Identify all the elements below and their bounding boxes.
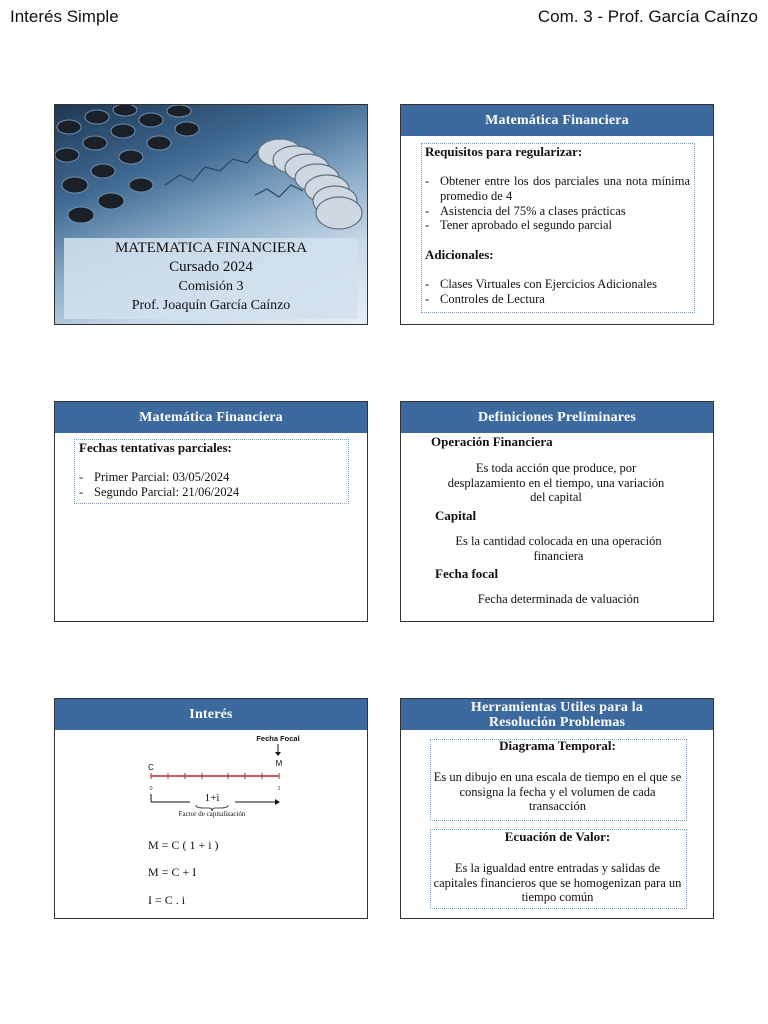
slide-herramientas (400, 698, 714, 919)
slide-requisitos (400, 104, 714, 325)
list-item: - Segundo Parcial: 21/06/2024 (79, 485, 240, 499)
formula-interes: I = C . i (148, 893, 186, 907)
tick-1: 1 (277, 786, 281, 792)
factor-label: Factor de capitalización (178, 810, 246, 818)
diagrama-title: Diagrama Temporal: (499, 738, 616, 753)
def-text-operacion: Es toda acción que produce, por desplazamiento en el tiempo, una variación del capital (447, 461, 665, 504)
slide-title-bar: Interés (55, 699, 367, 730)
slide-interes (54, 698, 368, 919)
list-item: - Clases Virtuales con Ejercicios Adicionales (425, 277, 658, 291)
slide-title-bar (401, 699, 713, 730)
ecuacion-text: Es la igualdad entre entradas y salidas de capitales financieros que se homogenizan para un tiempo común (433, 861, 682, 904)
label-c: C (148, 763, 154, 772)
requisitos-title: Requisitos para regularizar: (425, 144, 583, 159)
ecuacion-title: Ecuación de Valor: (504, 829, 611, 844)
diagrama-text: Es un dibujo en una escala de tiempo en el que se consigna la fecha y el volumen de cada transacción (433, 770, 682, 813)
list-item: - Obtener entre los dos parciales una nota mínima promedio de 4 (425, 174, 690, 203)
slide-definiciones (400, 401, 714, 622)
slide-subtitle-professor: Prof. Joaquín García Caínzo (131, 298, 291, 313)
slide-subtitle-commission: Comisión 3 (178, 279, 244, 294)
slide-fechas-parciales (54, 401, 368, 622)
tick-0: 0 (149, 786, 153, 792)
slide-main-title: MATEMATICA FINANCIERA (114, 240, 308, 256)
arrow-head-icon (275, 752, 281, 756)
slide-title-bar: Matemática Financiera (55, 402, 367, 433)
def-text-fecha-focal: Fecha determinada de valuación (477, 592, 640, 606)
list-item: - Asistencia del 75% a clases prácticas (425, 204, 626, 218)
factor-expression: 1+i (204, 792, 220, 804)
title-line-1: Herramientas Utiles para la (470, 700, 644, 715)
formula-monto: M = C ( 1 + i ) (148, 838, 219, 852)
fechas-title: Fechas tentativas parciales: (79, 440, 232, 455)
slide-title (54, 104, 368, 325)
list-item: - Controles de Lectura (425, 292, 545, 306)
def-title-fecha-focal: Fecha focal (435, 566, 499, 581)
fecha-focal-label: Fecha Focal (256, 734, 300, 743)
label-m: M (275, 759, 283, 768)
def-title-capital: Capital (435, 508, 477, 523)
formula-monto-suma: M = C + I (148, 865, 197, 879)
title-line-2: Resolución Problemas (488, 715, 626, 730)
def-text-capital: Es la cantidad colocada en una operación financiera (455, 534, 662, 563)
page-header-left: Interés Simple (10, 7, 119, 26)
page-header-right: Com. 3 - Prof. García Caínzo (537, 7, 758, 26)
timeline-diagram (55, 730, 368, 840)
adicionales-title: Adicionales: (425, 247, 494, 262)
slide-subtitle-year: Cursado 2024 (169, 259, 253, 275)
def-title-operacion: Operación Financiera (431, 434, 553, 449)
list-item: - Primer Parcial: 03/05/2024 (79, 470, 230, 484)
title-box (64, 238, 358, 319)
slide-title-bar: Definiciones Preliminares (401, 402, 713, 433)
list-item: - Tener aprobado el segundo parcial (425, 218, 612, 232)
slide-title-bar: Matemática Financiera (401, 105, 713, 136)
